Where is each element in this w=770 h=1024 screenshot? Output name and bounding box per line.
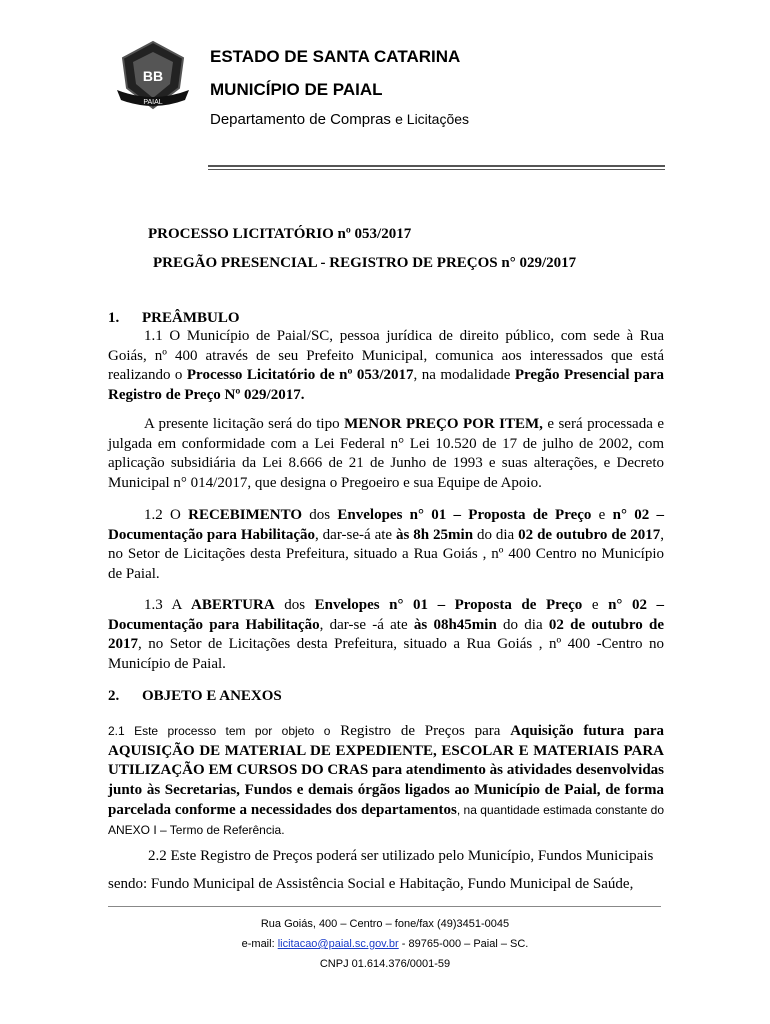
section2-title: OBJETO E ANEXOS (142, 688, 282, 704)
header-divider-thin (208, 169, 665, 170)
footer-address: Rua Goiás, 400 – Centro – fone/fax (49)3451-0045 (260, 918, 510, 930)
paragraph-2-2-cont: sendo: Fundo Municipal de Assistência Social e Habitação, Fundo Municipal de Saúde, (108, 876, 634, 892)
process-title: PROCESSO LICITATÓRIO nº 053/2017 (148, 226, 412, 242)
footer-cnpj: CNPJ 01.614.376/0001-59 (319, 958, 451, 970)
footer-divider (108, 906, 661, 907)
footer-contact: e-mail: licitacao@paial.sc.gov.br - 89765-000 – Paial – SC. (241, 938, 529, 950)
paragraph-1-1: 1.1 O Município de Paial/SC, pessoa jurídica de direito público, com sede à Rua Goiás, nº 400 através de seu Prefeito Municipal, comunica aos interessados que está realizando o Processo Licitatório de nº 053/2017, na modalidade Pregão Presencial para Registro de Preço Nº 029/2017. (108, 328, 664, 404)
paragraph-1-2: 1.2 O RECEBIMENTO dos Envelopes n° 01 – Proposta de Preço e n° 02 – Documentação para Habilitação, dar-se-á ate às 8h 25min do dia 02 de outubro de 2017, no Setor de Licitações desta Prefeitura, situado a Rua Goiás , nº 400 Centro no Município de Paial. (108, 507, 664, 583)
section2-number: 2. (108, 688, 120, 704)
section1-title: PREÂMBULO (142, 310, 240, 326)
pregao-title: PREGÃO PRESENCIAL - REGISTRO DE PREÇOS n° 029/2017 (153, 255, 577, 271)
paragraph-2-2: 2.2 Este Registro de Preços poderá ser utilizado pelo Município, Fundos Municipais (148, 848, 654, 864)
paragraph-1-3: 1.3 A ABERTURA dos Envelopes n° 01 – Proposta de Preço e n° 02 – Documentação para Habilitação, dar-se -á ate às 08h45min do dia 02 de outubro de 2017, no Setor de Licitações desta Prefeitura, situado a Rua Goiás , nº 400 -Centro no Município de Paial. (108, 597, 665, 673)
footer-email-link[interactable]: licitacao@paial.sc.gov.br (277, 938, 399, 950)
header-municipality: MUNICÍPIO DE PAIAL (210, 80, 383, 99)
municipal-crest-logo (113, 38, 193, 114)
header-state: ESTADO DE SANTA CATARINA (210, 47, 461, 66)
svg-text:BB: BB (142, 68, 164, 84)
header-divider (208, 165, 665, 167)
section1-number: 1. (108, 310, 120, 326)
paragraph-tipo: A presente licitação será do tipo MENOR PREÇO POR ITEM, e será processada e julgada em conformidade com a Lei Federal n° Lei 10.520 de 17 de julho de 2002, com aplicação subsidiária da Lei 8.666 de 21 de Junho de 1993 e suas alterações, e Decreto Municipal n° 014/2017, que designa o Pregoeiro e sua Equipe de Apoio. (108, 416, 664, 492)
header-department: Departamento de Compras e Licitações (210, 111, 470, 128)
svg-text:PAIAL: PAIAL (143, 99, 163, 106)
paragraph-2-1: 2.1 Este processo tem por objeto o Registro de Preços para Aquisição futura para AQUISIÇÃO DE MATERIAL DE EXPEDIENTE, ESCOLAR E MATERIAIS PARA UTILIZAÇÃO EM CURSOS DO CRAS para atendimento às atividades desenvolvidas junto às Secretarias, Fundos e demais órgãos ligados ao Município de Paial, de forma parcelada conforme a necessidades dos departamentos, na quantidade estimada constante do ANEXO I – Termo de Referência. (108, 723, 664, 837)
